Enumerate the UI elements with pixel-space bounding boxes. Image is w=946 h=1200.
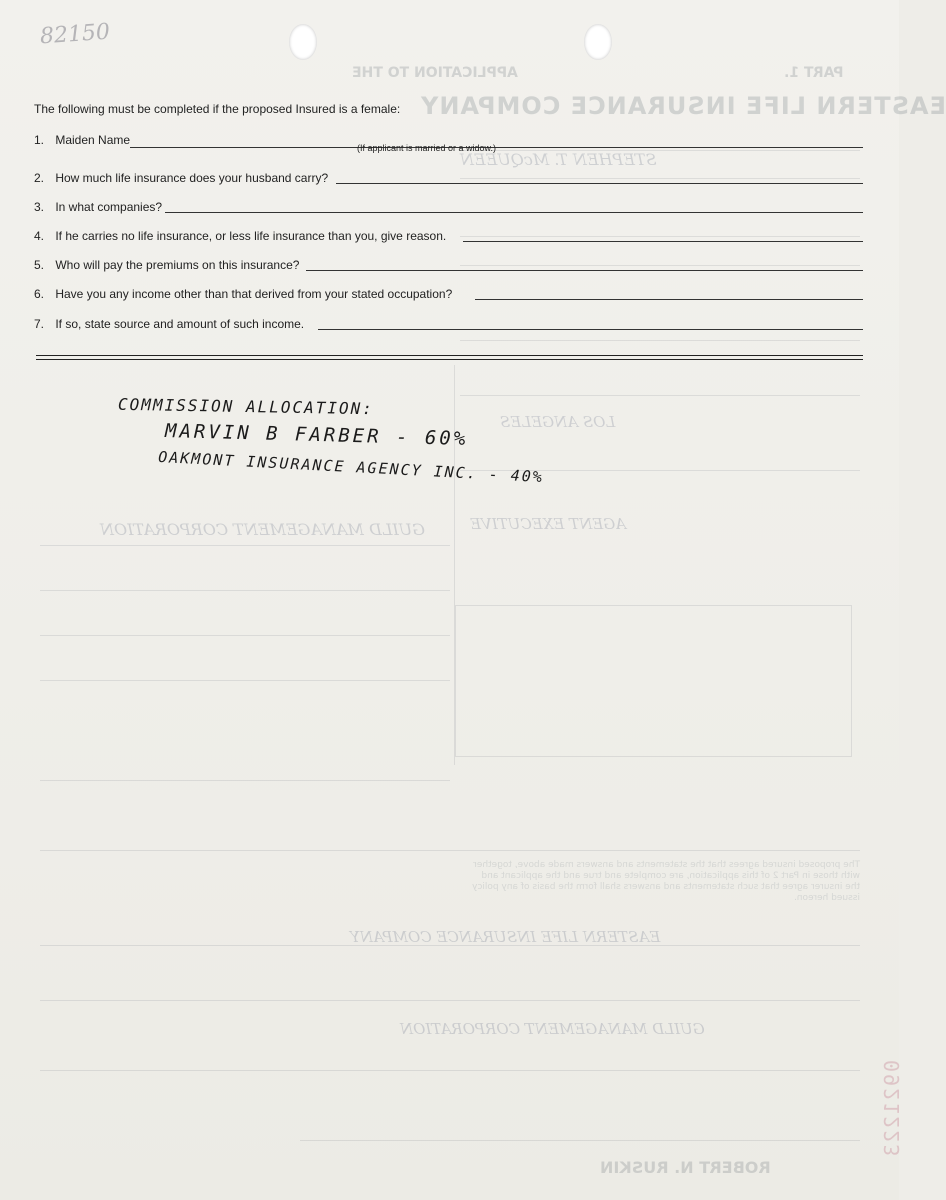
ghost-city: LOS ANGELES <box>500 413 616 431</box>
section-divider-top <box>36 355 863 356</box>
ghost-rule <box>40 1070 860 1071</box>
ghost-rule <box>40 635 450 636</box>
answer-line-income-source[interactable] <box>318 329 863 330</box>
ghost-rule <box>40 1000 860 1001</box>
question-number: 7. <box>34 317 45 331</box>
ghost-handwriting: STEPHEN T. McQUEEN <box>460 150 657 169</box>
ghost-beneficiary: GUILD MANAGEMENT CORPORATION <box>100 520 426 539</box>
question-number: 5. <box>34 258 45 272</box>
ghost-rule <box>40 850 860 851</box>
ghost-rule <box>40 590 450 591</box>
ghost-rule <box>460 265 860 266</box>
ghost-footer-name: ROBERT N. RUSKIN <box>600 1158 771 1177</box>
question-text: In what companies? <box>55 200 163 214</box>
ghost-rule <box>460 236 860 237</box>
question-4 <box>34 229 446 243</box>
ghost-occupation: AGENT EXECUTIVE <box>470 515 627 533</box>
ghost-management: GUILD MANAGEMENT CORPORATION <box>400 1020 705 1038</box>
section-divider-bottom <box>36 359 863 360</box>
ghost-rule <box>40 680 450 681</box>
ghost-serial-stamp: 0921223 <box>880 1060 904 1159</box>
ghost-rule <box>300 1140 860 1141</box>
ghost-received-from: EASTERN LIFE INSURANCE COMPANY <box>350 928 661 946</box>
handwritten-commission-farber: MARVIN B FARBER - 60% <box>164 420 469 450</box>
question-1 <box>34 133 130 147</box>
ghost-application-heading: APPLICATION TO THE <box>352 65 518 81</box>
question-text: Who will pay the premiums on this insurance? <box>55 258 300 272</box>
married-note: (If applicant is married or a widow.) <box>357 143 497 153</box>
question-2 <box>34 171 328 185</box>
question-text: Have you any income other than that derived from your stated occupation? <box>55 287 453 301</box>
question-7 <box>34 317 304 331</box>
answer-line-husband-insurance[interactable] <box>336 183 863 184</box>
question-text: If he carries no life insurance, or less life insurance than you, give reason. <box>55 229 447 243</box>
ghost-fine-print: The proposed insured agrees that the statements and answers made above, together with those in Part 2 of this application, are complete and true and the applicant and the insurer agree that such statements and answers shall form the basis of any policy issued hereon. <box>472 860 860 903</box>
punch-hole-right <box>584 24 612 60</box>
question-3 <box>34 200 162 214</box>
answer-line-premium-payer[interactable] <box>306 270 863 271</box>
question-number: 1. <box>34 133 45 147</box>
ghost-rule <box>460 395 860 396</box>
ghost-rule <box>40 780 450 781</box>
ghost-rule <box>40 545 450 546</box>
handwritten-commission-oakmont: OAKMONT INSURANCE AGENCY INC. - 40% <box>157 447 545 487</box>
pencil-file-number: 82150 <box>39 19 111 50</box>
handwritten-commission-heading: COMMISSION ALLOCATION: <box>117 394 375 419</box>
answer-line-companies[interactable] <box>165 212 863 213</box>
answer-line-other-income[interactable] <box>475 299 863 300</box>
ghost-table <box>455 605 852 757</box>
question-6 <box>34 287 452 301</box>
question-5 <box>34 258 299 272</box>
answer-line-maiden-name[interactable] <box>130 147 863 148</box>
question-text: If so, state source and amount of such income. <box>55 317 305 331</box>
question-text: Maiden Name <box>55 133 131 147</box>
question-number: 6. <box>34 287 45 301</box>
ghost-part-label: PART 1. <box>784 65 844 81</box>
ghost-rule <box>460 340 860 341</box>
question-text: How much life insurance does your husband carry? <box>55 171 329 185</box>
punch-hole-left <box>289 24 317 60</box>
ghost-rule <box>460 178 860 179</box>
ghost-company-header: EASTERN LIFE INSURANCE COMPANY <box>420 92 946 120</box>
answer-line-reason[interactable] <box>463 241 863 242</box>
question-number: 2. <box>34 171 45 185</box>
female-section-intro: The following must be completed if the proposed Insured is a female: <box>34 102 401 116</box>
question-number: 4. <box>34 229 45 243</box>
question-number: 3. <box>34 200 45 214</box>
